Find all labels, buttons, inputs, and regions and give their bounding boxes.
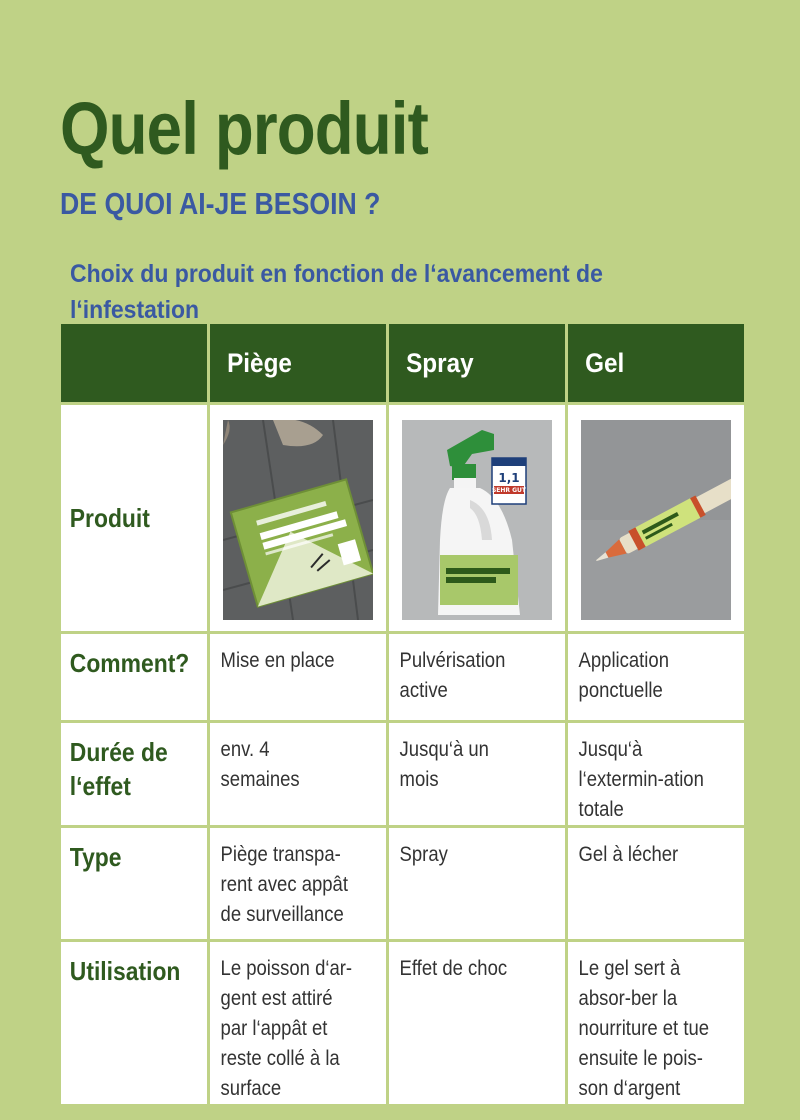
trap-product-image: [223, 420, 373, 620]
badge-label: SEHR GUT: [491, 487, 526, 494]
cell-piege: Piège transpa-rent avec appât de surveillance: [220, 843, 348, 926]
header-empty-cell: [61, 324, 207, 402]
page-subtitle: DE QUOI AI-JE BESOIN ?: [60, 186, 381, 221]
table-row: [61, 942, 744, 1104]
row-label: Produit: [69, 503, 150, 533]
header-spray: [389, 324, 565, 402]
cell-piege: env. 4 semaines: [220, 738, 300, 791]
gel-product-image: [581, 420, 731, 620]
row-label: Comment?: [69, 648, 190, 678]
row-label: Durée de l‘effet: [69, 737, 168, 801]
column-title-gel: Gel: [584, 347, 625, 378]
row-label: Type: [69, 842, 122, 872]
intro-text: Choix du produit en fonction de l‘avancement de l‘infestation: [70, 260, 603, 324]
header-piege: [210, 324, 386, 402]
cell-piege: Le poisson d‘ar-gent est attiré par l‘appât et reste collé à la surface: [220, 957, 352, 1100]
cell-gel: Jusqu‘à l‘extermin-ation totale: [578, 738, 704, 821]
spray-product-image: [402, 420, 552, 620]
table-header-row: [61, 324, 744, 402]
table-row: [61, 828, 744, 939]
row-label: Utilisation: [69, 956, 181, 986]
cell-spray: Jusqu‘à un mois: [399, 738, 489, 791]
page-title: Quel produit: [60, 87, 428, 170]
cell-spray: Spray: [399, 843, 448, 866]
table-row: [61, 723, 744, 825]
column-title-piege: Piège: [226, 347, 292, 378]
table-row-produit: [61, 405, 744, 631]
column-title-spray: Spray: [405, 347, 474, 378]
badge-score: 1,1: [498, 471, 520, 485]
cell-gel: Gel à lécher: [578, 843, 678, 866]
cell-spray: Effet de choc: [399, 957, 507, 980]
cell-gel: Application ponctuelle: [578, 649, 669, 702]
header-gel: [568, 324, 744, 402]
cell-spray: Pulvérisation active: [399, 649, 506, 702]
table-row: [61, 634, 744, 720]
cell-gel: Le gel sert à absor-ber la nourriture et tue ensuite le pois-son d‘argent: [578, 957, 709, 1100]
comparison-table: [58, 321, 747, 1107]
cell-piege: Mise en place: [220, 649, 335, 672]
